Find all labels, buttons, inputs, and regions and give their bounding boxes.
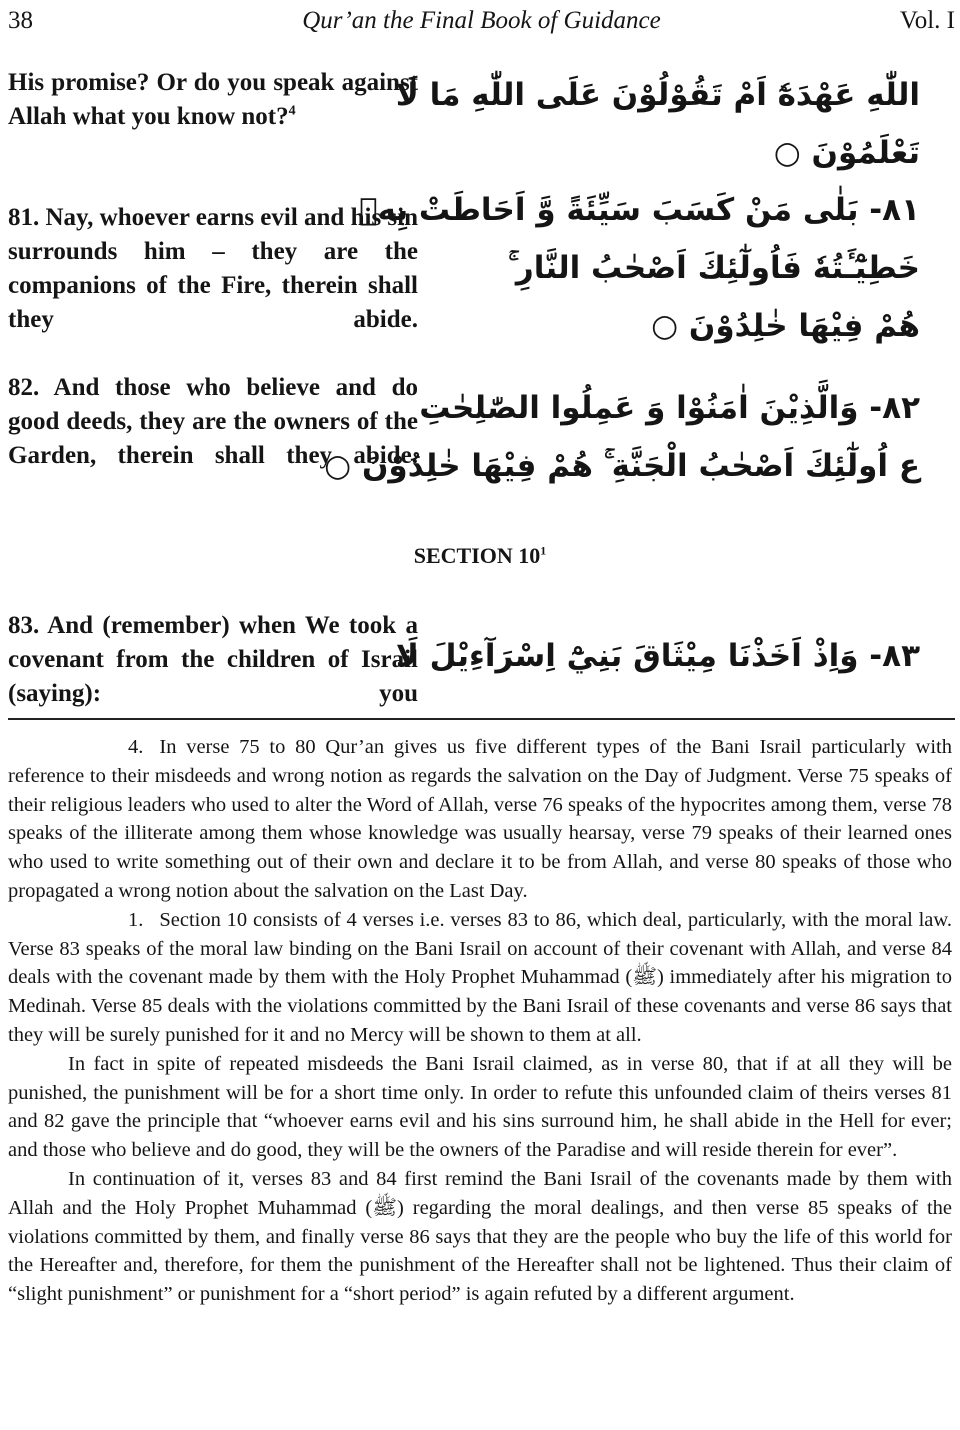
book-title: Qur’an the Final Book of Guidance: [302, 7, 661, 34]
verse-82-arabic: ٨٢- وَالَّذِيْنَ اٰمَنُوْا وَ عَمِلُوا الصّٰلِحٰتِ ع اُولٰٓئِكَ اَصْحٰبُ الْجَنَّةِ ۚ هُمْ فِيْهَا خٰلِدُوْنَ ○: [324, 390, 920, 484]
footnote-ref-4: 4: [288, 103, 296, 119]
footnote-4: 4. In verse 75 to 80 Qur’an gives us five different types of the Bani Israil particularly with reference to their misdeeds and wrong notion as regards the salvation on the Day of Judgment. Verse 75 speaks of their religious leaders who used to alter the Word of Allah, verse 76 speaks of the hypocrites among them, verse 78 speaks of the illiterate among them whose knowledge was usually hearsay, verse 79 speaks of their learned ones who used to write something out of their own and declare it to be from Allah, and verse 80 speaks of those who propagated a wrong notion about the salvation on the Last Day.: [8, 733, 952, 906]
footnote-1: 1. Section 10 consists of 4 verses i.e. verses 83 to 86, which deal, particularly, with the moral law. Verse 83 speaks of the moral law binding on the Bani Israil on account of their covenant with Allah, and verse 84 deals with the covenant made by them with the Holy Prophet Muhammad (ﷺ) immediately after his migration to Medinah. Verse 85 deals with the violations committed by the Bani Israil of these covenants and verse 86 says that they will be surely punished for it and no Mercy will be shown to them at all.: [8, 906, 952, 1050]
verse-81-translation: 81. Nay, whoever earns evil and his sin surrounds him – they are the companions of the Fire, therein shall they abide.: [8, 204, 418, 333]
verse-83-arabic: ٨٣- وَاِذْ اَخَذْنَا مِيْثَاقَ بَنِيْٓ اِسْرَآءِيْلَ لَا: [395, 638, 920, 674]
footnote-divider: [8, 718, 955, 720]
footnote-mark: 4.: [128, 736, 144, 758]
footnotes: [8, 733, 952, 1309]
page-number: 38: [8, 7, 33, 34]
footnote-ref-1: 1: [540, 543, 547, 558]
verse-80-translation: His promise? Or do you speak against Allah what you know not?$^4$: [8, 69, 418, 130]
footnote-paragraph: In fact in spite of repeated misdeeds the Bani Israil claimed, as in verse 80, that if at all they will be punished, the punishment will be for a short time only. In order to refute this unfounded claim of theirs verses 81 and 82 gave the principle that “whoever earns evil and his sins surround him, he shall abide in the Hell for ever; and those who believe and do good, they will be the owners of the Paradise and will reside therein for ever”.: [8, 1052, 952, 1162]
verse-83-translation: 83. And (remember) when We took a covenant from the children of Israil (saying): you: [8, 612, 418, 707]
footnote-paragraph: In continuation of it, verses 83 and 84 first remind the Bani Israil of the covenants made by them with Allah and the Holy Prophet Muhammad (ﷺ) regarding the moral dealings, and then verse 85 speaks of the violations committed by them, and finally verse 86 says that they are the people who buy the life of this world for the Hereafter and, therefore, for them the punishment of the Hereafter shall not be lightened. Thus their claim of “slight punishment” or punishment for a “short period” is again refuted by a different argument.: [8, 1167, 952, 1306]
verse-81-arabic: ٨١- بَلٰى مَنْ كَسَبَ سَيِّئَةً وَّ اَحَاطَتْ بِهٖ خَطِيْٓـَٔتُهٗ فَاُولٰٓئِكَ اَصْحٰبُ النَّارِ ۚ هُمْ فِيْهَا خٰلِدُوْنَ ○: [359, 192, 920, 344]
running-header: [8, 4, 955, 38]
footnote-mark: 1.: [128, 908, 144, 931]
verse-82-translation: 82. And those who believe and do good deeds, they are the owners of the Garden, therein shall they abide.: [8, 374, 418, 469]
volume-label: Vol. I: [899, 7, 955, 34]
verse-80-arabic: اللّٰهِ عَهْدَهٗٓ اَمْ تَقُوْلُوْنَ عَلَى اللّٰهِ مَا لَا تَعْلَمُوْنَ ○: [395, 77, 920, 171]
section-heading: SECTION $10^1$: [413, 543, 547, 568]
